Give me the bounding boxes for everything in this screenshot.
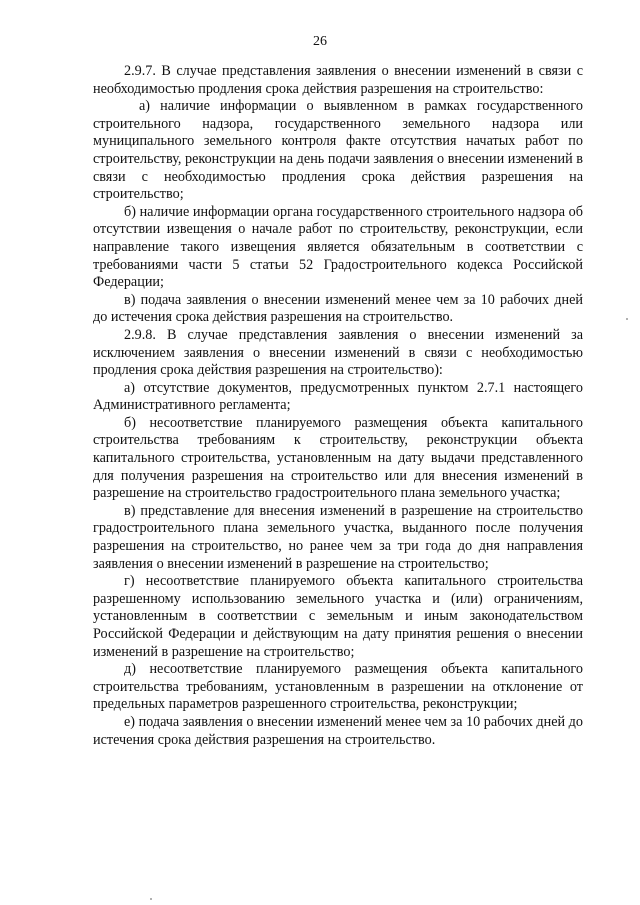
scan-speck [150, 898, 152, 900]
paragraph-2-9-8-e: е) подача заявления о внесении изменений менее чем за 10 рабочих дней до истечения срока действия разрешения на строительство. [93, 713, 583, 748]
paragraph-2-9-8-d: д) несоответствие планируемого размещения объекта капитального строительства требованиям, установленным в разрешении на отклонение от предельных параметров разрешенного строительства, реконструкции; [93, 661, 583, 713]
paragraph-2-9-8-a: а) отсутствие документов, предусмотренных пунктом 2.7.1 настоящего Административного регламента; [93, 379, 583, 414]
paragraph-2-9-7-v: в) подача заявления о внесении изменений менее чем за 10 рабочих дней до истечения срока действия разрешения на строительство. [93, 291, 583, 326]
paragraph-2-9-7-b: б) наличие информации органа государственного строительного надзора об отсутствии извещения о начале работ по строительству, реконструкции, если направление такого извещения является обязательным в соответствии с требованиями части 5 статьи 52 Градостроительного кодекса Российской Федерации; [93, 203, 583, 291]
paragraph-2-9-8: 2.9.8. В случае представления заявления о внесении изменений за исключением заявления о внесении изменений в связи с необходимостью продления срока действия разрешения на строительство): [93, 326, 583, 379]
paragraph-2-9-8-g: г) несоответствие планируемого объекта капитального строительства разрешенному использованию земельного участка и (или) ограничениям, установленным в соответствии с земельным и иным законодательством Российской Федерации и действующим на дату принятия решения о внесении изменений в разрешение на строительство; [93, 573, 583, 660]
paragraph-2-9-8-v: в) представление для внесения изменений в разрешение на строительство градостроительного плана земельного участка, выданного после получения разрешения на строительство, но ранее чем за три года до дня направления заявления о внесении изменений в разрешение на строительство; [93, 502, 583, 572]
document-body [93, 63, 583, 749]
paragraph-2-9-8-b: б) несоответствие планируемого размещения объекта капитального строительства требованиям к строительству, реконструкции объекта капитального строительства, установленным на дату выдачи представленного для получения разрешения на строительство или для внесения изменений в разрешение на строительство градостроительного плана земельного участка; [93, 414, 583, 502]
paragraph-2-9-7-a: а) наличие информации о выявленном в рамках государственного строительного надзора, государственного земельного надзора или муниципального земельного контроля факте отсутствия начатых работ по строительству, реконструкции на день подачи заявления о внесении изменений в связи с необходимостью продления срока действия разрешения на строительство; [93, 98, 583, 203]
page-number: 26 [313, 34, 327, 49]
scan-speck [626, 318, 628, 320]
paragraph-2-9-7: 2.9.7. В случае представления заявления о внесении изменений в связи с необходимостью продления срока действия разрешения на строительство: [93, 63, 583, 97]
